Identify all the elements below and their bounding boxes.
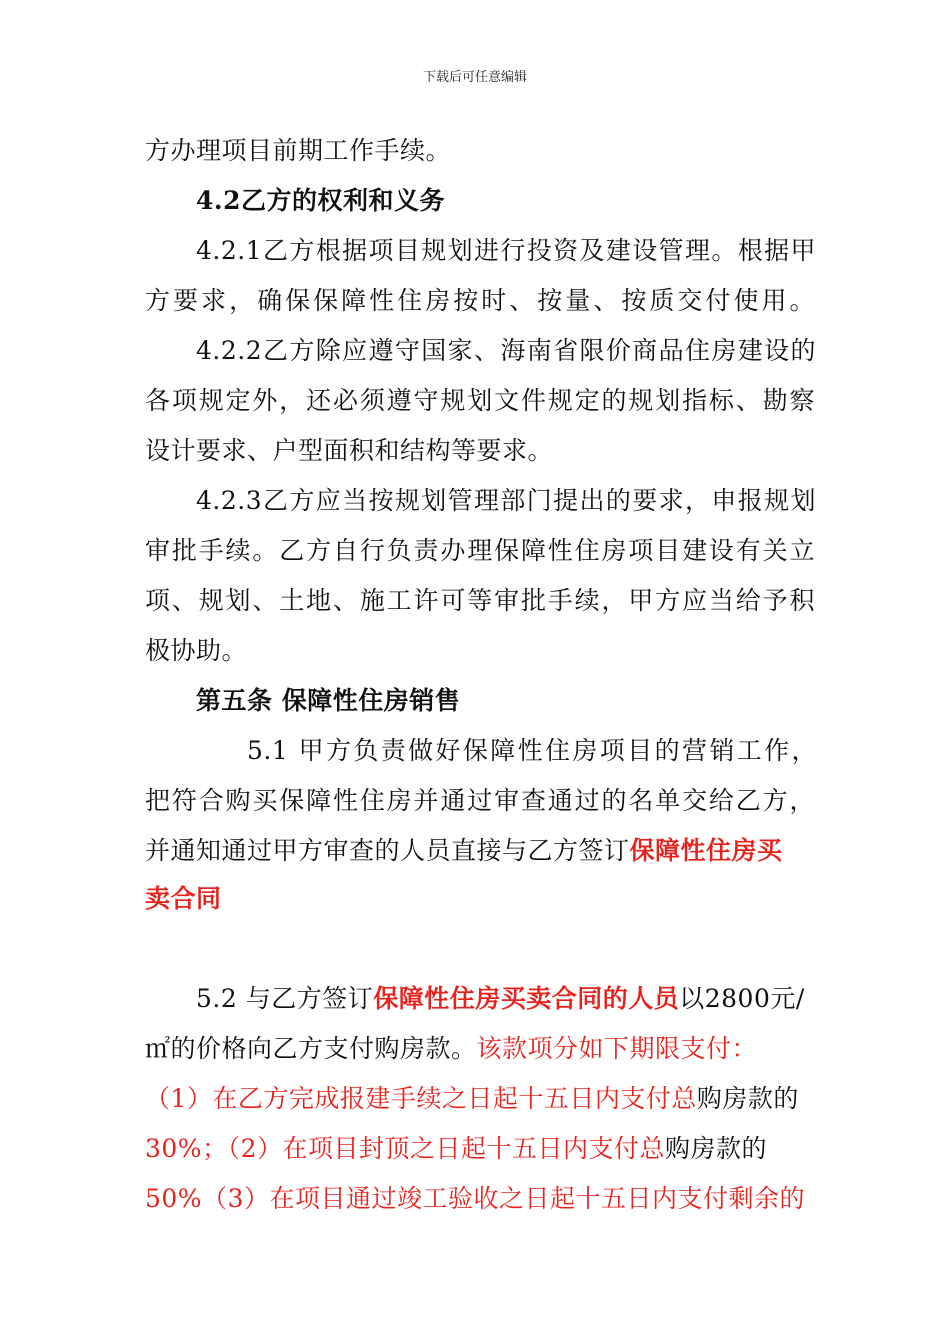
body-line: 方要求，确保保障性住房按时、按量、按质交付使用。 <box>145 286 815 315</box>
body-text: ㎡的价格向乙方支付购房款。 <box>145 1034 477 1063</box>
highlight-text: 该款项分如下期限支付： <box>476 1034 758 1063</box>
body-line: 各项规定外，还必须遵守规划文件规定的规划指标、勘察 <box>145 386 815 415</box>
body-line <box>145 836 815 866</box>
body-line: 项、规划、土地、施工许可等审批手续，甲方应当给予积 <box>145 586 815 615</box>
body-line <box>196 984 816 1014</box>
body-line <box>145 1084 815 1114</box>
article-heading: 第五条 保障性住房销售 <box>196 686 461 715</box>
body-line <box>145 1034 815 1064</box>
section-heading: 4.2乙方的权利和义务 <box>196 186 445 215</box>
body-text: 并通知通过甲方审查的人员直接与乙方签订 <box>145 836 630 865</box>
highlight-text: （1）在乙方完成报建手续之日起十五日内支付总 <box>145 1084 697 1113</box>
body-line: 4.2.1乙方根据项目规划进行投资及建设管理。根据甲 <box>196 236 816 265</box>
body-text: 购房款的 <box>664 1134 767 1163</box>
highlight-line: 50%（3）在项目通过竣工验收之日起十五日内支付剩余的 <box>145 1184 805 1213</box>
highlight-line: 卖合同 <box>145 884 222 913</box>
body-line: 方办理项目前期工作手续。 <box>145 136 452 165</box>
body-line: 极协助。 <box>145 636 248 665</box>
body-line: 5.1 甲方负责做好保障性住房项目的营销工作， <box>247 736 817 765</box>
highlight-text: 30%；（2）在项目封顶之日起十五日内支付总 <box>145 1134 665 1163</box>
body-line <box>145 1134 815 1164</box>
body-text: 5.2 与乙方签订 <box>196 984 374 1013</box>
body-text: 购房款的 <box>696 1084 799 1113</box>
highlight-text: 保障性住房买 <box>629 836 783 865</box>
page-header: 下载后可任意编辑 <box>422 70 527 85</box>
body-line: 4.2.2乙方除应遵守国家、海南省限价商品住房建设的 <box>196 336 816 365</box>
body-line: 把符合购买保障性住房并通过审查通过的名单交给乙方， <box>145 786 815 815</box>
highlight-text: 保障性住房买卖合同的人员 <box>373 984 680 1013</box>
body-line: 审批手续。乙方自行负责办理保障性住房项目建设有关立 <box>145 536 815 565</box>
body-line: 设计要求、户型面积和结构等要求。 <box>145 436 554 465</box>
body-line: 4.2.3乙方应当按规划管理部门提出的要求，申报规划 <box>196 486 816 515</box>
body-text: 以2800元/ <box>679 984 805 1013</box>
